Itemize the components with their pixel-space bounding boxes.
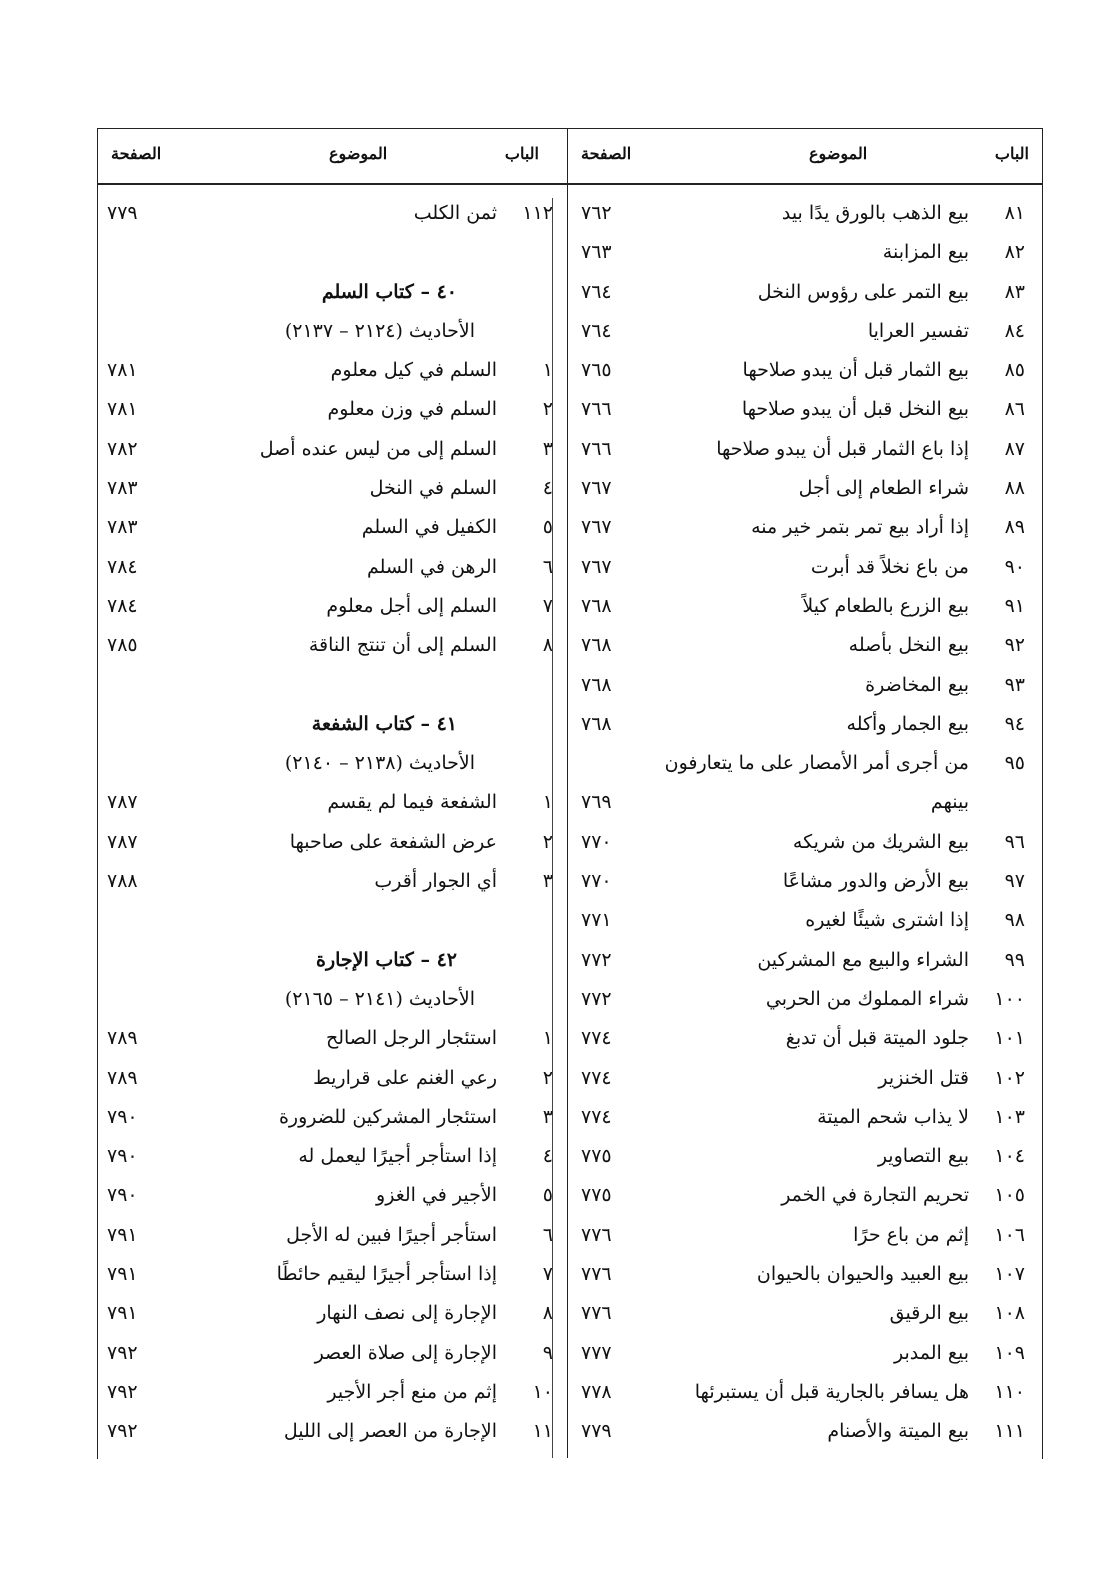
right-rows: [569, 198, 1039, 1456]
chapter-number: ١١: [532, 1420, 553, 1443]
chapter-title: عرض الشفعة على صاحبها: [289, 830, 497, 853]
table-row: [97, 1338, 567, 1377]
chapter-number: ١٠٤: [994, 1145, 1025, 1168]
page-number: ٧٧٤: [581, 1105, 612, 1128]
chapter-number: ٥: [542, 516, 553, 539]
table-row: [569, 1220, 1039, 1259]
header-mawdu: الموضوع: [809, 144, 868, 163]
chapter-number: ٩٣: [1004, 673, 1025, 696]
table-row: [97, 748, 567, 787]
page-number: ٧٧٩: [581, 1420, 612, 1443]
chapter-title: تحريم التجارة في الخمر: [781, 1184, 969, 1207]
chapter-title: استئجار المشركين للضرورة: [278, 1105, 497, 1128]
chapter-number: ٧: [542, 1263, 553, 1286]
chapter-title: الإجارة إلى نصف النهار: [317, 1302, 497, 1325]
table-row: [97, 552, 567, 591]
chapter-number: ٨: [542, 634, 553, 657]
table-row: [569, 787, 1039, 826]
chapter-number: ٨٤: [1004, 319, 1025, 342]
page-number: ٧٩١: [107, 1263, 138, 1286]
table-row: [97, 866, 567, 905]
table-row: [97, 277, 567, 316]
chapter-title: الأجير في الغزو: [376, 1184, 497, 1207]
table-row: [97, 1102, 567, 1141]
table-row: [569, 512, 1039, 551]
table-row: [569, 277, 1039, 316]
table-row: [97, 787, 567, 826]
chapter-number: ١٠٢: [994, 1066, 1025, 1089]
table-row: [569, 630, 1039, 669]
table-row: [569, 473, 1039, 512]
table-row: [97, 1180, 567, 1219]
chapter-title: شراء المملوك من الحربي: [765, 987, 969, 1010]
page-number: ٧٩٢: [107, 1420, 138, 1443]
chapter-number: ٦: [542, 1223, 553, 1246]
chapter-title: بيع الميتة والأصنام: [827, 1420, 969, 1443]
chapter-title: بيع الرقيق: [889, 1302, 969, 1325]
chapter-title: إذا استأجر أجيرًا ليقيم حائطًا: [276, 1263, 497, 1286]
chapter-title: تفسير العرايا: [867, 319, 969, 342]
chapter-number: ٣: [542, 870, 553, 893]
header-bab: الباب: [994, 144, 1029, 163]
table-row: [569, 1259, 1039, 1298]
chapter-title: الكفيل في السلم: [361, 516, 497, 539]
table-row: [97, 630, 567, 669]
table-row: [569, 394, 1039, 433]
page-number: ٧٩٠: [107, 1145, 138, 1168]
chapter-title: بيع الزرع بالطعام كيلاً: [802, 594, 969, 617]
chapter-number: ٣: [542, 437, 553, 460]
book-heading: ٤١ – كتاب الشفعة: [311, 712, 457, 735]
chapter-title: هل يسافر بالجارية قبل أن يستبرئها: [694, 1380, 969, 1403]
page-number: ٧٨٥: [107, 634, 138, 657]
table-row: [97, 473, 567, 512]
page-number: ٧٦٨: [581, 673, 612, 696]
table-row: [569, 591, 1039, 630]
chapter-title: قتل الخنزير: [878, 1066, 969, 1089]
chapter-number: ٩٦: [1004, 830, 1025, 853]
page-number: ٧٧٦: [581, 1223, 612, 1246]
chapter-number: ١٠٥: [994, 1184, 1025, 1207]
chapter-title: استأجر أجيرًا فبين له الأجل: [286, 1223, 497, 1246]
page-number: ٧٦٨: [581, 712, 612, 735]
chapter-number: ٩: [542, 1341, 553, 1364]
page-number: ٧٧٧: [581, 1341, 612, 1364]
table-row: [569, 355, 1039, 394]
chapter-title: بيع المزابنة: [882, 241, 969, 264]
chapter-title: الإجارة من العصر إلى الليل: [283, 1420, 497, 1443]
table-row: [97, 1063, 567, 1102]
table-row: [569, 552, 1039, 591]
table-row: [97, 198, 567, 237]
chapter-title: بيع المدبر: [894, 1341, 969, 1364]
chapter-number: ٣: [542, 1105, 553, 1128]
chapter-number: ٨٣: [1004, 280, 1025, 303]
table-row: [569, 1102, 1039, 1141]
chapter-number: ٨٢: [1004, 241, 1025, 264]
table-row: [97, 316, 567, 355]
chapter-title: بيع الأرض والدور مشاعًا: [782, 870, 969, 893]
chapter-number: ٨٧: [1004, 437, 1025, 460]
chapter-number: ١١٢: [522, 202, 553, 224]
chapter-title: شراء الطعام إلى أجل: [798, 477, 969, 500]
chapter-number: ١: [542, 359, 553, 382]
chapter-title: بيع الذهب بالورق يدًا بيد: [781, 202, 969, 224]
page-number: ٧٨١: [107, 359, 138, 382]
chapter-title: إذا استأجر أجيرًا ليعمل له: [298, 1145, 497, 1168]
page-number: ٧٨٨: [107, 870, 138, 893]
table-row: [569, 827, 1039, 866]
chapter-number: ٨١: [1004, 202, 1025, 224]
chapter-title: إذا اشترى شيئًا لغيره: [805, 909, 969, 932]
table-row: [97, 1298, 567, 1337]
page-number: ٧٧٠: [581, 830, 612, 853]
table-row: [97, 984, 567, 1023]
chapter-number: ٨٦: [1004, 398, 1025, 421]
chapter-title: السلم إلى أن تنتج الناقة: [308, 634, 497, 657]
page-number: ٧٩٠: [107, 1184, 138, 1207]
chapter-number: ٩٢: [1004, 634, 1025, 657]
table-row: [569, 237, 1039, 276]
page-number: ٧٦٧: [581, 477, 612, 500]
page-number: ٧٧٩: [107, 202, 138, 224]
chapter-title: جلود الميتة قبل أن تدبغ: [785, 1027, 969, 1050]
page-number: ٧٨٣: [107, 516, 138, 539]
chapter-number: ٦: [542, 555, 553, 578]
chapter-number: ١٠٧: [994, 1263, 1025, 1286]
header-safha-left: الصفحة: [111, 144, 162, 163]
chapter-number: ١٠٠: [994, 987, 1025, 1010]
chapter-number: ٥: [542, 1184, 553, 1207]
hadith-range: الأحاديث (٢١٢٤ – ٢١٣٧): [284, 319, 475, 342]
chapter-number: ١٠١: [994, 1027, 1025, 1050]
table-row: [569, 709, 1039, 748]
chapter-title: الرهن في السلم: [367, 555, 497, 578]
page-number: ٧٦٨: [581, 594, 612, 617]
chapter-title: بيع التصاوير: [877, 1145, 969, 1168]
chapter-title: بينهم: [930, 791, 969, 814]
chapter-number: ١٠: [532, 1380, 553, 1403]
chapter-title: بيع الثمار قبل أن يبدو صلاحها: [742, 359, 969, 382]
book-heading: ٤٠ – كتاب السلم: [321, 280, 457, 303]
chapter-title: ثمن الكلب: [413, 202, 497, 224]
page-number: ٧٨١: [107, 398, 138, 421]
chapter-number: ٧: [542, 594, 553, 617]
chapter-title: السلم إلى من ليس عنده أصل: [259, 437, 497, 460]
page-number: ٧٦٦: [581, 437, 612, 460]
table-row: [569, 1298, 1039, 1337]
chapter-number: ١١١: [994, 1420, 1025, 1443]
table-row: [569, 984, 1039, 1023]
table-row: [569, 316, 1039, 355]
page-number: ٧٧٠: [581, 870, 612, 893]
page-number: ٧٦٣: [581, 241, 612, 264]
header-mawdu-left: الموضوع: [329, 144, 388, 163]
page-number: ٧٧٢: [581, 948, 612, 971]
chapter-title: السلم في كيل معلوم: [330, 359, 497, 382]
left-rows: [97, 198, 567, 1456]
chapter-number: ٩٩: [1004, 948, 1025, 971]
page-number: ٧٦٢: [581, 202, 612, 224]
table-row: [97, 237, 567, 276]
table-row: [97, 1220, 567, 1259]
page-number: ٧٧٦: [581, 1302, 612, 1325]
chapter-title: بيع النخل قبل أن يبدو صلاحها: [741, 398, 969, 421]
table-row: [97, 827, 567, 866]
chapter-number: ١٠٣: [994, 1105, 1025, 1128]
table-row: [569, 434, 1039, 473]
chapter-number: ١: [542, 791, 553, 814]
chapter-number: ٩٧: [1004, 870, 1025, 893]
page-number: ٧٦٧: [581, 516, 612, 539]
left-column: [97, 128, 567, 1458]
page-number: ٧٨٩: [107, 1027, 138, 1050]
page-number: ٧٨٧: [107, 830, 138, 853]
chapter-title: من باع نخلاً قد أبرت: [810, 555, 969, 578]
page-number: ٧٨٢: [107, 437, 138, 460]
page-number: ٧٦٦: [581, 398, 612, 421]
chapter-number: ٩٥: [1004, 752, 1025, 775]
chapter-number: ٤: [542, 1145, 553, 1168]
page-number: ٧٩٢: [107, 1380, 138, 1403]
page-number: ٧٩١: [107, 1302, 138, 1325]
chapter-title: السلم في النخل: [369, 477, 497, 500]
chapter-title: لا يذاب شحم الميتة: [817, 1105, 969, 1128]
page-number: ٧٧١: [581, 909, 612, 932]
page-number: ٧٦٧: [581, 555, 612, 578]
chapter-number: ٩٨: [1004, 909, 1025, 932]
hadith-range: الأحاديث (٢١٤١ – ٢١٦٥): [284, 987, 475, 1010]
right-column: [569, 128, 1039, 1458]
page-number: ٧٩١: [107, 1223, 138, 1246]
chapter-number: ٤: [542, 477, 553, 500]
table-row: [569, 945, 1039, 984]
page-number: ٧٨٣: [107, 477, 138, 500]
chapter-title: استئجار الرجل الصالح: [325, 1027, 497, 1050]
table-row: [97, 1377, 567, 1416]
page-number: ٧٦٩: [581, 791, 612, 814]
page-number: ٧٨٩: [107, 1066, 138, 1089]
table-row: [569, 1338, 1039, 1377]
chapter-title: بيع النخل بأصله: [848, 634, 969, 657]
chapter-title: بيع الجمار وأكله: [846, 712, 969, 735]
table-row: [569, 905, 1039, 944]
page-number: ٧٧٤: [581, 1027, 612, 1050]
chapter-number: ٨٩: [1004, 516, 1025, 539]
chapter-title: بيع العبيد والحيوان بالحيوان: [756, 1263, 969, 1286]
chapter-title: الشفعة فيما لم يقسم: [327, 791, 497, 814]
page-number: ٧٧٥: [581, 1184, 612, 1207]
page-number: ٧٩٠: [107, 1105, 138, 1128]
table-row: [569, 1141, 1039, 1180]
book-heading: ٤٢ – كتاب الإجارة: [316, 948, 457, 971]
page-number: ٧٦٨: [581, 634, 612, 657]
chapter-number: ٩١: [1004, 594, 1025, 617]
chapter-title: السلم إلى أجل معلوم: [326, 594, 497, 617]
chapter-title: السلم في وزن معلوم: [327, 398, 497, 421]
table-row: [97, 905, 567, 944]
chapter-title: إثم من باع حرًا: [853, 1223, 969, 1246]
page-number: ٧٧٤: [581, 1066, 612, 1089]
table-row: [569, 1063, 1039, 1102]
table-row: [569, 1416, 1039, 1455]
table-row: [97, 1141, 567, 1180]
chapter-number: ٨٥: [1004, 359, 1025, 382]
page-number: ٧٨٤: [107, 555, 138, 578]
chapter-number: ١٠٩: [994, 1341, 1025, 1364]
chapter-title: إذا باع الثمار قبل أن يبدو صلاحها: [716, 437, 969, 460]
page-number: ٧٧٦: [581, 1263, 612, 1286]
table-row: [97, 394, 567, 433]
chapter-title: بيع التمر على رؤوس النخل: [757, 280, 969, 303]
chapter-number: ١١٠: [994, 1380, 1025, 1403]
page-number: ٧٧٥: [581, 1145, 612, 1168]
table-row: [97, 591, 567, 630]
header-safha: الصفحة: [581, 144, 632, 163]
chapter-title: الإجارة إلى صلاة العصر: [314, 1341, 497, 1364]
page-number: ٧٦٥: [581, 359, 612, 382]
page-number: ٧٨٤: [107, 594, 138, 617]
table-row: [97, 709, 567, 748]
table-row: [569, 1377, 1039, 1416]
table-row: [97, 945, 567, 984]
table-row: [97, 512, 567, 551]
chapter-title: إذا أراد بيع تمر بتمر خير منه: [751, 516, 969, 539]
page-number: ٧٧٨: [581, 1380, 612, 1403]
column-divider: [567, 128, 568, 1458]
table-row: [97, 1416, 567, 1455]
table-row: [569, 198, 1039, 237]
table-row: [569, 1180, 1039, 1219]
page-number: ٧٩٢: [107, 1341, 138, 1364]
page-number: ٧٨٧: [107, 791, 138, 814]
chapter-title: أي الجوار أقرب: [374, 870, 497, 893]
table-row: [97, 1023, 567, 1062]
page-number: ٧٧٢: [581, 987, 612, 1010]
chapter-number: ٢: [542, 398, 553, 421]
table-row: [97, 670, 567, 709]
table-row: [97, 434, 567, 473]
table-row: [569, 1023, 1039, 1062]
chapter-number: ١٠٨: [994, 1302, 1025, 1325]
header-bab-left: الباب: [504, 144, 539, 163]
chapter-number: ١٠٦: [994, 1223, 1025, 1246]
chapter-number: ٢: [542, 830, 553, 853]
table-row: [97, 1259, 567, 1298]
table-row: [97, 355, 567, 394]
chapter-title: بيع الشريك من شريكه: [792, 830, 969, 853]
chapter-number: ٢: [542, 1066, 553, 1089]
chapter-title: الشراء والبيع مع المشركين: [757, 948, 969, 971]
chapter-number: ٩٤: [1004, 712, 1025, 735]
chapter-number: ١: [542, 1027, 553, 1050]
chapter-title: رعي الغنم على قراريط: [313, 1066, 497, 1089]
chapter-title: بيع المخاضرة: [865, 673, 969, 696]
page-number: ٧٦٤: [581, 280, 612, 303]
chapter-title: من أجرى أمر الأمصار على ما يتعارفون: [664, 752, 969, 775]
page-number: ٧٦٤: [581, 319, 612, 342]
table-row: [569, 670, 1039, 709]
chapter-number: ٩٠: [1004, 555, 1025, 578]
chapter-number: ٨: [542, 1302, 553, 1325]
table-row: [569, 866, 1039, 905]
chapter-title: إثم من منع أجر الأجير: [327, 1380, 497, 1403]
table-row: [569, 748, 1039, 787]
hadith-range: الأحاديث (٢١٣٨ – ٢١٤٠): [284, 752, 475, 775]
chapter-number: ٨٨: [1004, 477, 1025, 500]
